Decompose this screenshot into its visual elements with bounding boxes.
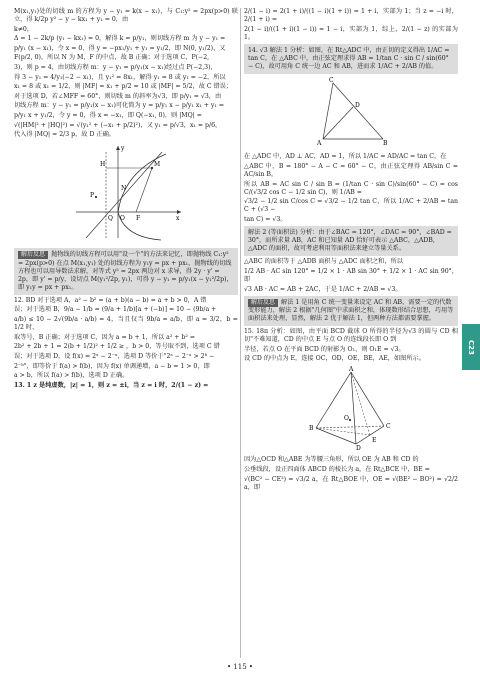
label-a: A — [317, 140, 322, 148]
paragraph: 设 CD 的中点为 E，连接 OC，OD，OE，BE，AE，如图所示。 — [244, 355, 425, 363]
paragraph: 12. BD 对于选项 A，a² − b² = (a + b)(a − b) = a + b > 0，A 错 — [14, 296, 207, 304]
paragraph: 对于选项 D，若∠MFF = 60°，则切线 m 的斜率为√3，即 p/y₁ = √3，由 — [14, 92, 222, 100]
paragraph: √3/2 − 1/2 sin C/cos C = √3/2 − 1/2 tan C，所以 1/AC + 2/AB = tan C + (√3 − — [244, 198, 458, 214]
label-d: D — [356, 445, 361, 451]
paragraph: 取等号，B 正确；对于选项 C，因为 a = b + 1，所以 a² + b² = — [14, 333, 196, 341]
axis-y-label: y — [121, 145, 125, 153]
paragraph: M(x₁,y₁)处的切线 m 的方程为 y − y₁ = k(x − x₁)，与 C₁:y² = 2px(p>0) 联立，得 k/2p y² − y − kx₁ + y₁ = 0，由 — [14, 8, 238, 24]
paragraph: 2b² + 2b + 1 = 2(b + 1/2)² + 1/2 ≥ ，b > 0，等号取不到，选项 C 错 — [14, 343, 220, 351]
paragraph: 2⁻ᵇ"，即等价于 f(a) > f(b)，因为 f(x) 单调递增，a − b = 1 > 0，即 — [14, 362, 210, 370]
reflection-tag: 解后反思 — [248, 299, 278, 307]
paragraph: 在 △ADC 中，AD ⊥ AC，AD = 1，所以 1/AC = AD/AC = tan C，在 — [244, 153, 447, 161]
paragraph: 2/(1 − i) = 2(1 + i)/((1 − i)(1 + i)) = 1 + i，实部为 1；当 z = −i 时，2/(1 + i) = — [244, 8, 458, 24]
paragraph: a/b) ≤ 10 − 2√(9b/a · a/b) = 4，当且仅当 9b/a = a/b，即 a = 3/2，b = 1/2 时， — [14, 316, 238, 332]
label-a: A — [349, 366, 354, 374]
reflection-box — [14, 248, 238, 294]
solution-1-text: 14. √3 解法 1 分析：如图，在 Rt△ADC 中，由正切的定义得出 1/AC = tan C，在 △ABC 中，由正弦定理求得 AB = 1/tan C · sin C / sin(60° − C)，故可用角 C 统一边 AC 和 AB，进而求 1/AC + 2/AB 的值。 — [248, 46, 450, 71]
point-h-label: H — [100, 161, 106, 169]
paragraph: △ABC 中，B = 180° − A − C = 60° − C，由正弦定理得 AB/sin C = AC/sin B， — [244, 162, 458, 178]
right-column — [244, 8, 458, 493]
label-b: B — [383, 140, 388, 148]
label-b: B — [309, 425, 314, 433]
paragraph: p/y₁ x + y₁/2，令 y = 0，得 x = −x₁，即 Q(−x₁, 0)，则 |MQ| = — [14, 112, 202, 120]
label-c: C — [386, 423, 391, 431]
triangle-figure — [244, 77, 458, 150]
label-e: E — [372, 437, 377, 445]
paragraph: k≠0， — [14, 25, 34, 33]
parabola-figure — [14, 142, 238, 245]
point-o-label: O — [120, 215, 125, 223]
tetrahedron-figure — [244, 366, 458, 453]
paragraph: 得 3 − y₁ = 4/y₁(−2 − x₁)，且 y₁² = 8x₁，解得 y₁ = 8 或 y₁ = −2，所以 — [14, 73, 226, 81]
label-o: O — [344, 415, 349, 423]
reflection-text: 解法 1 是用角 C 统一变量来设定 AC 和 AB，需要一定的代数变形能力，解法 2 根据"几何图"中求面积之和，体现数形结合思想，巧用等面积法来处理，显然，解法 2 优于解法 1，但两种方法都需要掌握。 — [248, 298, 454, 322]
label-c: C — [329, 77, 334, 85]
paragraph: tan C) = √3。 — [244, 215, 287, 223]
paragraph: √3 AB · AC = AB + 2AC，于是 1/AC + 2/AB = √3。 — [244, 285, 402, 293]
paragraph: F(p/2, 0)，所以 N 为 M，F 的中点，故 B 正确；对于选项 C，P(−2, — [14, 54, 210, 62]
paragraph: △ABC 的面积等于 △ADB 面积与 △ADC 面积之和，所以 — [244, 258, 403, 266]
tetrahedron-diagram — [306, 366, 396, 450]
point-m-label: M — [154, 161, 161, 169]
reflection-tag: 解后反思 — [18, 251, 48, 259]
label-d: D — [355, 102, 360, 110]
paragraph: 因为△OCD 和△ABE 为等腰三角形，所以 OE 为 AB 和 CD 的 — [244, 456, 419, 464]
paragraph: 代入得 |MQ| = 2/3 p，故 D 正确。 — [14, 131, 115, 139]
solution-1-box — [244, 44, 458, 74]
point-n-label: N — [121, 185, 127, 193]
paragraph: 13. 1 z 是纯虚数，|z| = 1，则 z = ±i，当 z = i 时，2/(1 − z) = — [14, 381, 209, 389]
paragraph: 公垂线段，设正四面体 ABCD 的棱长为 a，在 Rt△BCE 中，BE = — [244, 466, 430, 473]
paragraph: 2(1 − i)/((1 + i)(1 − i)) = 1 − i，实部为 1，综上，2/(1 − z) 的实部为 1。 — [244, 25, 458, 41]
chapter-side-tab: C23 — [462, 324, 480, 370]
left-column — [14, 8, 238, 391]
point-f-label: F — [136, 215, 141, 223]
reflection-box-right — [244, 296, 458, 326]
axis-x-label: x — [176, 215, 180, 223]
paragraph: 1/2 AB · AC sin 120° = 1/2 × 1 · AB sin 30° + 1/2 × 1 · AC sin 90°，即 — [244, 267, 458, 283]
column-divider — [240, 8, 241, 658]
paragraph: 误；对于选项 D，设 f(x) = 2ˣ − 2⁻ˣ，选项 D 等价于"2ᵃ − 2⁻ᵃ > 2ᵇ − — [14, 352, 215, 360]
paragraph: 3)，则 p = 4，由切线方程 m：y − y₁ = p/y₁(x − x₁)经过点 P(−2,3)， — [14, 64, 217, 72]
paragraph: Δ = 1 − 2k/p (y₁ − kx₁) = 0，解得 k = p/y₁，则切线方程 m 为 y − y₁ = — [14, 35, 226, 43]
paragraph: √(BC² − CE²) = √3/2 a，在 Rt△BOE 中，OE = √(BE² − BO²) = √2/2 a，即 — [244, 475, 458, 491]
reflection-text: 抛物线的切线方程可以用"设一个"的方法来记忆，即抛物线 C₁:y² = 2px(p>0) 在点 M(x₁,y₁) 处的切线方程为 y₁y = px + px₁，抛物线的切线方程也可以用导数法求解，对等式 y² = 2px 两边对 x 求导，得 2y · y' = 2p，即 y' = p/y，设切点 M(y₁²/2p, y₁)，可得 y − y₁ = p/y₁(x − y₁²/2p)，即 y₁y = px + px₁。 — [18, 251, 233, 291]
paragraph: p/y₁ (x − x₁)，令 x = 0，得 y = −px₁/y₁ + y₁ = y₁/2，即 N(0, y₁/2)，又 — [14, 44, 226, 52]
paragraph: 半径，若点 O 在平面 BCD 的射影为 O₁，则 O₁E = √3。 — [244, 345, 405, 353]
paragraph: 15. 18π 分析：如图，由平面 BCD 截球 O 所得的半径为√3 的圆与 CD 相切"不难知道，CD 的中点 E 与点 O 的连线段长即 O 到 — [244, 327, 458, 344]
parabola-diagram — [66, 142, 186, 242]
point-p-label: P — [90, 192, 95, 200]
paragraph: x₁ = 8 或 x₁ = 1/2，则 |MF| = x₁ + p/2 = 10 或 |MF| = 5/2，故 C 错误； — [14, 83, 233, 91]
solution-2-box — [244, 226, 458, 256]
paragraph: a > b，所以 f(a) > f(b)，选项 D 正确。 — [14, 372, 129, 380]
solution-2-text: 解法 2 (等面积法) 分析：由于∠BAC = 120°，∠DAC = 90°，∠BAD = 30°，而所求量 AB，AC 和已知量 AD 恰好可表示 △ABC，△ADB，△ADC 的面积，故可考虑利用等面积法来建立等量关系。 — [248, 229, 452, 253]
paragraph: 所以 AB = AC sin C / sin B = (1/tan C · sin C)/sin(60° − C) = cos C/(√3/2 cos C − 1/2 sin C)，则 1/AB = — [244, 180, 458, 196]
paragraph: 误；对于选项 B，9/a − 1/b = (9/a + 1/b)[a + (−b)] = 10 − (9b/a + — [14, 306, 217, 314]
point-q-label: Q — [108, 215, 113, 223]
triangle-diagram — [311, 77, 391, 147]
page-number: • 115 • — [226, 663, 254, 671]
paragraph: √(|HM|² + |HQ|²) = √(y₁² + (−x₁ + p/2)²)，又 y₁ = p/√3，x₁ = p/6， — [14, 121, 222, 129]
paragraph: 切线方程 m：y − y₁ = p/y₁(x − x₁)可化简为 y = p/y₁ x − p/y₁ x₁ + y₁ = — [14, 102, 225, 110]
